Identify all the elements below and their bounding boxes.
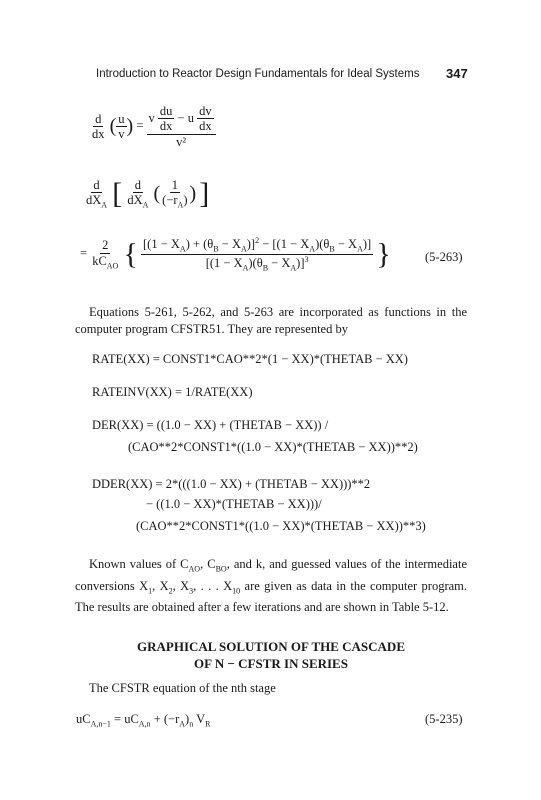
code-dder-line3: (CAO**2*CONST1*((1.0 − XX)*(THETAB − XX))**3) [136,519,426,533]
running-header-title: Introduction to Reactor Design Fundamentals for Ideal Systems [96,68,420,80]
code-dder-line1: DDER(XX) = 2*(((1.0 − XX) + (THETAB − XX)))**2 [92,477,371,491]
equation-number-5-263: (5-263) [425,250,463,264]
code-rate: RATE(XX) = CONST1*CAO**2*(1 − XX)*(THETAB − XX) [92,352,408,366]
equation-5-263: = $\frac{2}{kC_{AO}}$ { $\frac{[(1 - X_A) + (\theta_B - X_A)]^2 - [(1 - X_A)(\theta_B - X_A)]}{[(1 - X_A)(\theta_B - X_A)]^3}$ } [80,236,391,273]
section-heading-line1: GRAPHICAL SOLUTION OF THE CASCADE [137,639,405,654]
equation-number-5-235: (5-235) [425,712,463,726]
paragraph-known-values: Known values of $C_{AO}$, $C_{BO}$, and k, and guessed values of the intermediate conversions $X_1$, $X_2$, $X_3$, . . . $X_{10}$ are given as data in the computer program. The results are obtained after a few iterations and are shown in Table 5-12. [75,557,468,614]
code-der-line1: DER(XX) = ((1.0 − XX) + (THETAB − XX)) / [92,418,329,432]
section-heading-line2: OF N − CFSTR IN SERIES [194,656,348,671]
code-rateinv: RATEINV(XX) = 1/RATE(XX) [92,385,253,399]
equation-second-derivative: $\frac{d}{dX_A}$ [ $\frac{d}{dX_A}$ ( $\frac{1}{(-r_A)}$ ) ] [86,177,210,211]
code-dder-line2: − ((1.0 − XX)*(THETAB − XX)))/ [146,497,322,511]
equation-quotient-derivative: $\frac{d}{dx}$ ( $\frac{u}{v}$ ) = v $\frac{du}{dx}$ − u $\frac{dv}{dx}$ v² [90,104,216,149]
paragraph-intro-functions: Equations 5-261, 5-262, and 5-263 are incorporated as functions in the computer program CFSTR51. They are represented by [75,305,467,336]
equation-5-235: $uC_{A,n-1} = uC_{A,n} + (-r_A)_n$ $V_R$ [76,712,211,729]
page-number: 347 [446,66,468,81]
paragraph-nth-stage: The CFSTR equation of the nth stage [89,681,276,695]
code-der-line2: (CAO**2*CONST1*((1.0 − XX)*(THETAB − XX))**2) [128,440,418,454]
